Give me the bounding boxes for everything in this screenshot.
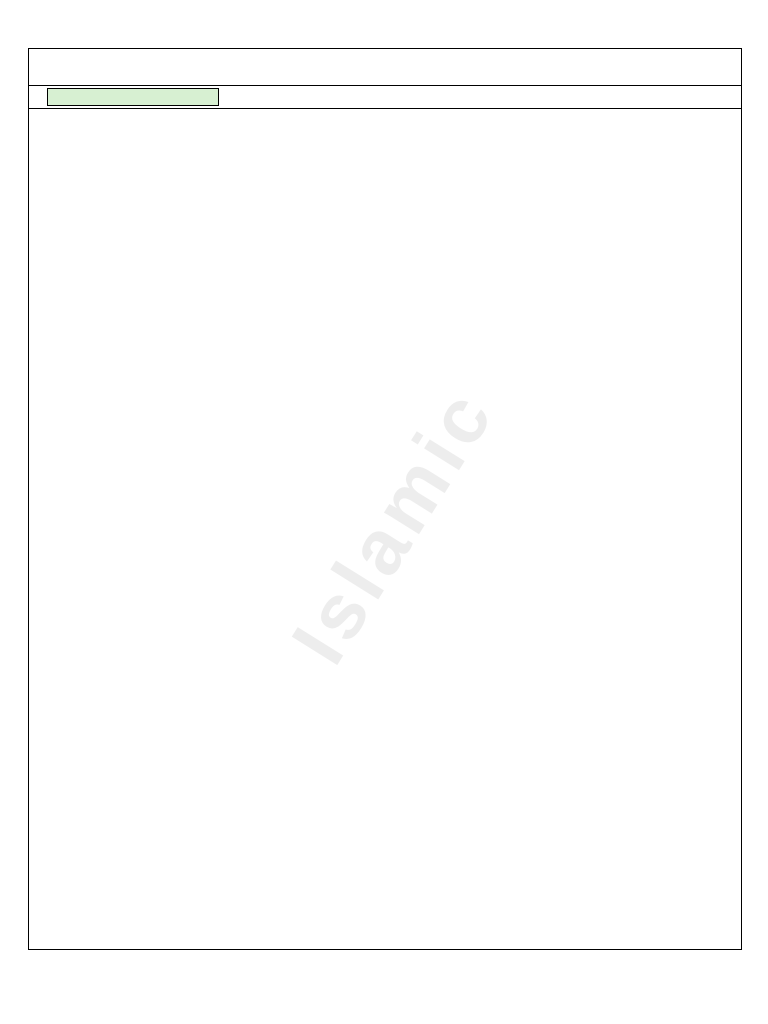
location-title — [29, 49, 741, 86]
watermark: Islamic — [274, 371, 512, 679]
info-row — [29, 86, 741, 109]
gmt-offset-box — [47, 88, 219, 106]
timetable-frame — [28, 48, 742, 950]
notes — [29, 526, 741, 529]
footer — [0, 954, 768, 966]
timetable-subheading — [29, 127, 741, 141]
timetable-heading — [29, 109, 741, 127]
